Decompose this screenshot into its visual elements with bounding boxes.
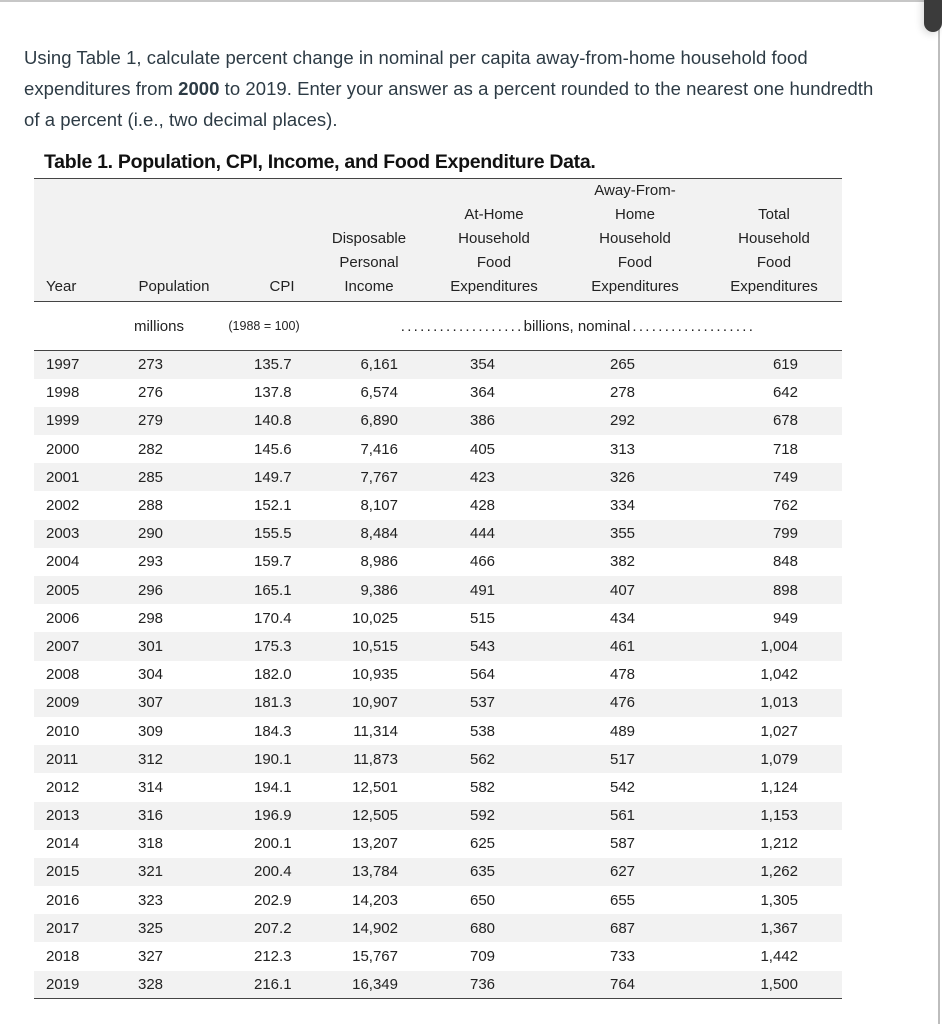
cell-total: 1,305 xyxy=(706,886,842,914)
cell-year: 2001 xyxy=(34,463,104,491)
cell-disposable-income: 14,203 xyxy=(314,886,424,914)
cell-total: 949 xyxy=(706,604,842,632)
question-text xyxy=(24,42,894,135)
cell-disposable-income: 6,161 xyxy=(314,351,424,379)
cell-year: 2014 xyxy=(34,830,104,858)
cell-population: 312 xyxy=(104,745,214,773)
cell-away-from-home: 561 xyxy=(564,802,706,830)
table-row xyxy=(34,463,842,491)
cell-disposable-income: 8,986 xyxy=(314,548,424,576)
cell-population: 323 xyxy=(104,886,214,914)
unit-billions-nominal xyxy=(314,302,842,351)
cell-total: 762 xyxy=(706,491,842,519)
table-row xyxy=(34,689,842,717)
cell-population: 301 xyxy=(104,632,214,660)
cell-population: 304 xyxy=(104,661,214,689)
cell-disposable-income: 12,501 xyxy=(314,773,424,801)
cell-total: 1,079 xyxy=(706,745,842,773)
cell-total: 1,042 xyxy=(706,661,842,689)
cell-disposable-income: 7,416 xyxy=(314,435,424,463)
cell-away-from-home: 478 xyxy=(564,661,706,689)
cell-away-from-home: 687 xyxy=(564,914,706,942)
table-title: Table 1. Population, CPI, Income, and Food Expenditure Data. xyxy=(44,151,596,173)
cell-at-home: 592 xyxy=(424,802,564,830)
table-row xyxy=(34,632,842,660)
cell-cpi: 196.9 xyxy=(214,802,314,830)
table-row xyxy=(34,351,842,379)
cell-disposable-income: 8,484 xyxy=(314,520,424,548)
data-table-container xyxy=(34,146,842,999)
cell-population: 318 xyxy=(104,830,214,858)
cell-population: 282 xyxy=(104,435,214,463)
cell-cpi: 207.2 xyxy=(214,914,314,942)
cell-disposable-income: 6,574 xyxy=(314,379,424,407)
table-row xyxy=(34,858,842,886)
cell-at-home: 537 xyxy=(424,689,564,717)
data-table xyxy=(34,178,842,999)
cell-population: 325 xyxy=(104,914,214,942)
table-row xyxy=(34,548,842,576)
cell-at-home: 428 xyxy=(424,491,564,519)
cell-away-from-home: 265 xyxy=(564,351,706,379)
cell-population: 309 xyxy=(104,717,214,745)
header-away-from-home-expenditures: Away-From- Home Household Food Expenditures xyxy=(564,179,706,302)
cell-cpi: 200.4 xyxy=(214,858,314,886)
table-row xyxy=(34,520,842,548)
cell-total: 678 xyxy=(706,407,842,435)
cell-at-home: 736 xyxy=(424,971,564,999)
cell-at-home: 423 xyxy=(424,463,564,491)
cell-cpi: 212.3 xyxy=(214,942,314,970)
table-row xyxy=(34,491,842,519)
table-row xyxy=(34,802,842,830)
cell-disposable-income: 11,873 xyxy=(314,745,424,773)
cell-total: 799 xyxy=(706,520,842,548)
question-part-1: Using Table 1, calculate percent change in nominal per capita away-from-home household food expenditures from xyxy=(24,47,808,99)
cell-year: 2011 xyxy=(34,745,104,773)
question-part-2: to 2019. Enter your answer as a percent rounded to the nearest one hundredth of a percent (i.e., two decimal places). xyxy=(24,78,874,130)
cell-at-home: 538 xyxy=(424,717,564,745)
cell-total: 718 xyxy=(706,435,842,463)
cell-away-from-home: 587 xyxy=(564,830,706,858)
cell-population: 285 xyxy=(104,463,214,491)
cell-cpi: 140.8 xyxy=(214,407,314,435)
unit-billions-label: billions, nominal xyxy=(523,317,631,335)
cell-at-home: 405 xyxy=(424,435,564,463)
cell-disposable-income: 15,767 xyxy=(314,942,424,970)
cell-cpi: 137.8 xyxy=(214,379,314,407)
table-row xyxy=(34,576,842,604)
cell-year: 2018 xyxy=(34,942,104,970)
cell-at-home: 364 xyxy=(424,379,564,407)
cell-disposable-income: 13,784 xyxy=(314,858,424,886)
table-row xyxy=(34,971,842,999)
leader-dots-left: ................... xyxy=(400,317,524,335)
cell-at-home: 635 xyxy=(424,858,564,886)
cell-away-from-home: 764 xyxy=(564,971,706,999)
header-population: Population xyxy=(104,179,214,302)
cell-cpi: 170.4 xyxy=(214,604,314,632)
cell-population: 288 xyxy=(104,491,214,519)
cell-total: 1,212 xyxy=(706,830,842,858)
cell-year: 2016 xyxy=(34,886,104,914)
table-row xyxy=(34,435,842,463)
cell-year: 2004 xyxy=(34,548,104,576)
cell-population: 328 xyxy=(104,971,214,999)
cell-population: 327 xyxy=(104,942,214,970)
cell-year: 2013 xyxy=(34,802,104,830)
cell-cpi: 190.1 xyxy=(214,745,314,773)
cell-away-from-home: 517 xyxy=(564,745,706,773)
table-row xyxy=(34,379,842,407)
cell-population: 290 xyxy=(104,520,214,548)
cell-year: 2000 xyxy=(34,435,104,463)
table-row xyxy=(34,773,842,801)
cell-at-home: 543 xyxy=(424,632,564,660)
cell-away-from-home: 461 xyxy=(564,632,706,660)
cell-disposable-income: 12,505 xyxy=(314,802,424,830)
cell-year: 2005 xyxy=(34,576,104,604)
cell-disposable-income: 9,386 xyxy=(314,576,424,604)
cell-away-from-home: 326 xyxy=(564,463,706,491)
cell-total: 1,027 xyxy=(706,717,842,745)
cell-cpi: 182.0 xyxy=(214,661,314,689)
cell-total: 1,013 xyxy=(706,689,842,717)
table-row xyxy=(34,745,842,773)
cell-disposable-income: 10,025 xyxy=(314,604,424,632)
cell-total: 848 xyxy=(706,548,842,576)
cell-at-home: 466 xyxy=(424,548,564,576)
cell-year: 2017 xyxy=(34,914,104,942)
cell-total: 1,500 xyxy=(706,971,842,999)
cell-away-from-home: 476 xyxy=(564,689,706,717)
table-header-row xyxy=(34,179,842,302)
cell-disposable-income: 8,107 xyxy=(314,491,424,519)
cell-disposable-income: 10,515 xyxy=(314,632,424,660)
cell-disposable-income: 10,935 xyxy=(314,661,424,689)
cell-total: 1,262 xyxy=(706,858,842,886)
cell-population: 307 xyxy=(104,689,214,717)
header-at-home-expenditures: At-Home Household Food Expenditures xyxy=(424,179,564,302)
unit-population: millions xyxy=(104,302,214,351)
cell-year: 2006 xyxy=(34,604,104,632)
header-total-expenditures: Total Household Food Expenditures xyxy=(706,179,842,302)
cell-year: 2012 xyxy=(34,773,104,801)
cell-at-home: 515 xyxy=(424,604,564,632)
cell-year: 2007 xyxy=(34,632,104,660)
table-row xyxy=(34,830,842,858)
table-row xyxy=(34,407,842,435)
cell-away-from-home: 655 xyxy=(564,886,706,914)
cell-year: 2015 xyxy=(34,858,104,886)
cell-cpi: 165.1 xyxy=(214,576,314,604)
cell-population: 316 xyxy=(104,802,214,830)
cell-cpi: 216.1 xyxy=(214,971,314,999)
cell-population: 314 xyxy=(104,773,214,801)
cell-cpi: 155.5 xyxy=(214,520,314,548)
cell-year: 1997 xyxy=(34,351,104,379)
cell-away-from-home: 542 xyxy=(564,773,706,801)
cell-away-from-home: 627 xyxy=(564,858,706,886)
cell-cpi: 159.7 xyxy=(214,548,314,576)
cell-away-from-home: 733 xyxy=(564,942,706,970)
cell-at-home: 564 xyxy=(424,661,564,689)
cell-away-from-home: 489 xyxy=(564,717,706,745)
cell-disposable-income: 14,902 xyxy=(314,914,424,942)
cell-year: 2008 xyxy=(34,661,104,689)
cell-at-home: 680 xyxy=(424,914,564,942)
table-row xyxy=(34,886,842,914)
cell-away-from-home: 292 xyxy=(564,407,706,435)
cell-total: 642 xyxy=(706,379,842,407)
cell-cpi: 145.6 xyxy=(214,435,314,463)
cell-cpi: 181.3 xyxy=(214,689,314,717)
cell-year: 2003 xyxy=(34,520,104,548)
cell-year: 1998 xyxy=(34,379,104,407)
cell-population: 276 xyxy=(104,379,214,407)
cell-away-from-home: 355 xyxy=(564,520,706,548)
cell-total: 1,004 xyxy=(706,632,842,660)
cell-at-home: 386 xyxy=(424,407,564,435)
cell-population: 321 xyxy=(104,858,214,886)
cell-at-home: 650 xyxy=(424,886,564,914)
table-body xyxy=(34,351,842,999)
cell-away-from-home: 313 xyxy=(564,435,706,463)
cell-cpi: 202.9 xyxy=(214,886,314,914)
cell-away-from-home: 382 xyxy=(564,548,706,576)
cell-at-home: 354 xyxy=(424,351,564,379)
cell-population: 273 xyxy=(104,351,214,379)
cell-total: 619 xyxy=(706,351,842,379)
cell-cpi: 175.3 xyxy=(214,632,314,660)
cell-at-home: 582 xyxy=(424,773,564,801)
table-row xyxy=(34,604,842,632)
cell-disposable-income: 16,349 xyxy=(314,971,424,999)
cell-population: 296 xyxy=(104,576,214,604)
cell-year: 2009 xyxy=(34,689,104,717)
cell-year: 1999 xyxy=(34,407,104,435)
cell-away-from-home: 334 xyxy=(564,491,706,519)
table-row xyxy=(34,661,842,689)
cell-cpi: 152.1 xyxy=(214,491,314,519)
cell-cpi: 194.1 xyxy=(214,773,314,801)
table-row xyxy=(34,942,842,970)
cell-at-home: 562 xyxy=(424,745,564,773)
unit-cpi: (1988 = 100) xyxy=(214,302,314,351)
cell-total: 1,124 xyxy=(706,773,842,801)
table-row xyxy=(34,717,842,745)
table-row xyxy=(34,914,842,942)
cell-away-from-home: 278 xyxy=(564,379,706,407)
cell-total: 1,367 xyxy=(706,914,842,942)
cell-total: 749 xyxy=(706,463,842,491)
cell-at-home: 709 xyxy=(424,942,564,970)
table-units-row xyxy=(34,302,842,351)
cell-disposable-income: 6,890 xyxy=(314,407,424,435)
header-disposable-income: Disposable Personal Income xyxy=(314,179,424,302)
cell-population: 298 xyxy=(104,604,214,632)
header-cpi: CPI xyxy=(214,179,314,302)
header-year: Year xyxy=(34,179,104,302)
cell-population: 293 xyxy=(104,548,214,576)
cell-cpi: 135.7 xyxy=(214,351,314,379)
cell-cpi: 184.3 xyxy=(214,717,314,745)
cell-at-home: 491 xyxy=(424,576,564,604)
unit-year xyxy=(34,302,104,351)
cell-cpi: 200.1 xyxy=(214,830,314,858)
scroll-handle-icon[interactable] xyxy=(924,0,942,32)
cell-total: 1,442 xyxy=(706,942,842,970)
cell-total: 898 xyxy=(706,576,842,604)
cell-disposable-income: 11,314 xyxy=(314,717,424,745)
question-bold-year: 2000 xyxy=(178,78,220,99)
cell-total: 1,153 xyxy=(706,802,842,830)
cell-at-home: 625 xyxy=(424,830,564,858)
leader-dots-right: ................... xyxy=(632,317,756,335)
cell-away-from-home: 434 xyxy=(564,604,706,632)
cell-at-home: 444 xyxy=(424,520,564,548)
cell-disposable-income: 13,207 xyxy=(314,830,424,858)
cell-away-from-home: 407 xyxy=(564,576,706,604)
cell-year: 2010 xyxy=(34,717,104,745)
cell-year: 2002 xyxy=(34,491,104,519)
cell-cpi: 149.7 xyxy=(214,463,314,491)
cell-disposable-income: 7,767 xyxy=(314,463,424,491)
cell-disposable-income: 10,907 xyxy=(314,689,424,717)
cell-year: 2019 xyxy=(34,971,104,999)
cell-population: 279 xyxy=(104,407,214,435)
